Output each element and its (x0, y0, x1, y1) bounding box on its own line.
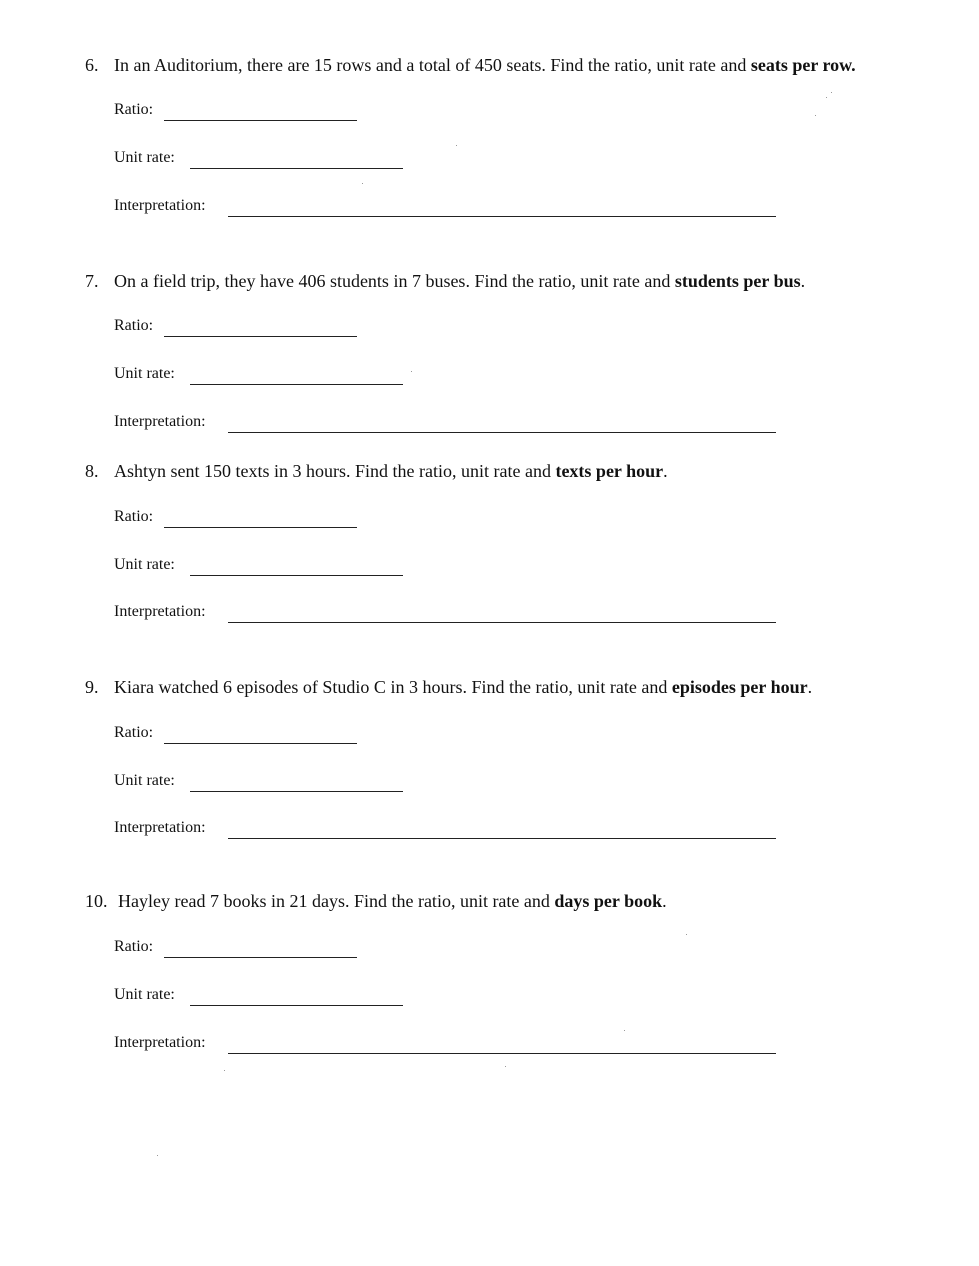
question-text-before: Kiara watched 6 episodes of Studio C in 3 hours. Find the ratio, unit rate and (114, 677, 668, 697)
unit-rate-label: Unit rate: (114, 365, 175, 382)
ratio-answer-line[interactable] (164, 336, 357, 337)
question-number: 6. (85, 55, 99, 75)
question-number: 9. (85, 677, 99, 697)
interpretation-label: Interpretation: (114, 819, 206, 836)
question-text-bold: days per book (554, 891, 663, 911)
question-text-after: . (800, 271, 806, 291)
question-number: 7. (85, 271, 99, 291)
unit-rate-answer-line[interactable] (190, 1005, 403, 1006)
ratio-label: Ratio: (114, 101, 154, 118)
ratio-label: Ratio: (114, 938, 154, 955)
scan-speck (686, 934, 687, 935)
question-text-bold: episodes per hour (671, 677, 808, 697)
unit-rate-label: Unit rate: (114, 772, 175, 789)
ratio-label: Ratio: (114, 317, 154, 334)
interpretation-answer-line[interactable] (228, 216, 776, 217)
scan-speck (815, 115, 816, 116)
scan-speck (362, 183, 363, 184)
interpretation-answer-line[interactable] (228, 1053, 776, 1054)
interpretation-answer-line[interactable] (228, 838, 776, 839)
question-text-before: In an Auditorium, there are 15 rows and a total of 450 seats. Find the ratio, unit rate and (114, 55, 747, 75)
unit-rate-answer-line[interactable] (190, 575, 403, 576)
question-text-after: . (663, 461, 668, 481)
question-text-before: Hayley read 7 books in 21 days. Find the ratio, unit rate and (118, 891, 550, 911)
question-text-before: On a field trip, they have 406 students in 7 buses. Find the ratio, unit rate and (114, 271, 671, 291)
ratio-answer-line[interactable] (164, 743, 357, 744)
scan-speck (624, 1030, 625, 1031)
scan-speck (224, 1070, 225, 1071)
unit-rate-label: Unit rate: (114, 149, 175, 166)
ratio-answer-line[interactable] (164, 527, 357, 528)
unit-rate-label: Unit rate: (114, 986, 175, 1003)
question-text-bold: texts per hour (555, 461, 664, 481)
ratio-answer-line[interactable] (164, 957, 357, 958)
interpretation-answer-line[interactable] (228, 432, 776, 433)
question-text (114, 270, 805, 292)
interpretation-label: Interpretation: (114, 197, 206, 214)
scan-speck (456, 145, 457, 146)
unit-rate-answer-line[interactable] (190, 384, 403, 385)
unit-rate-answer-line[interactable] (190, 168, 403, 169)
question-text-after: . (807, 677, 813, 697)
scan-speck (411, 371, 412, 372)
question-text-bold: seats per row. (750, 55, 856, 75)
question-text-bold: students per bus (674, 271, 801, 291)
question-text-before: Ashtyn sent 150 texts in 3 hours. Find the ratio, unit rate and (114, 461, 551, 481)
interpretation-answer-line[interactable] (228, 622, 776, 623)
interpretation-label: Interpretation: (114, 1034, 206, 1051)
question-number: 10. (85, 891, 108, 911)
scan-speck (831, 92, 832, 93)
question-text (114, 54, 856, 76)
scan-speck (157, 1155, 158, 1156)
interpretation-label: Interpretation: (114, 413, 206, 430)
ratio-label: Ratio: (114, 724, 154, 741)
question-text-after: . (662, 891, 667, 911)
ratio-answer-line[interactable] (164, 120, 357, 121)
interpretation-label: Interpretation: (114, 603, 206, 620)
question-text (114, 460, 668, 482)
unit-rate-label: Unit rate: (114, 556, 175, 573)
question-text (118, 890, 667, 912)
unit-rate-answer-line[interactable] (190, 791, 403, 792)
ratio-label: Ratio: (114, 508, 154, 525)
question-text (114, 676, 812, 698)
scan-speck (505, 1066, 506, 1067)
question-number: 8. (85, 461, 99, 481)
scan-speck (826, 97, 827, 98)
